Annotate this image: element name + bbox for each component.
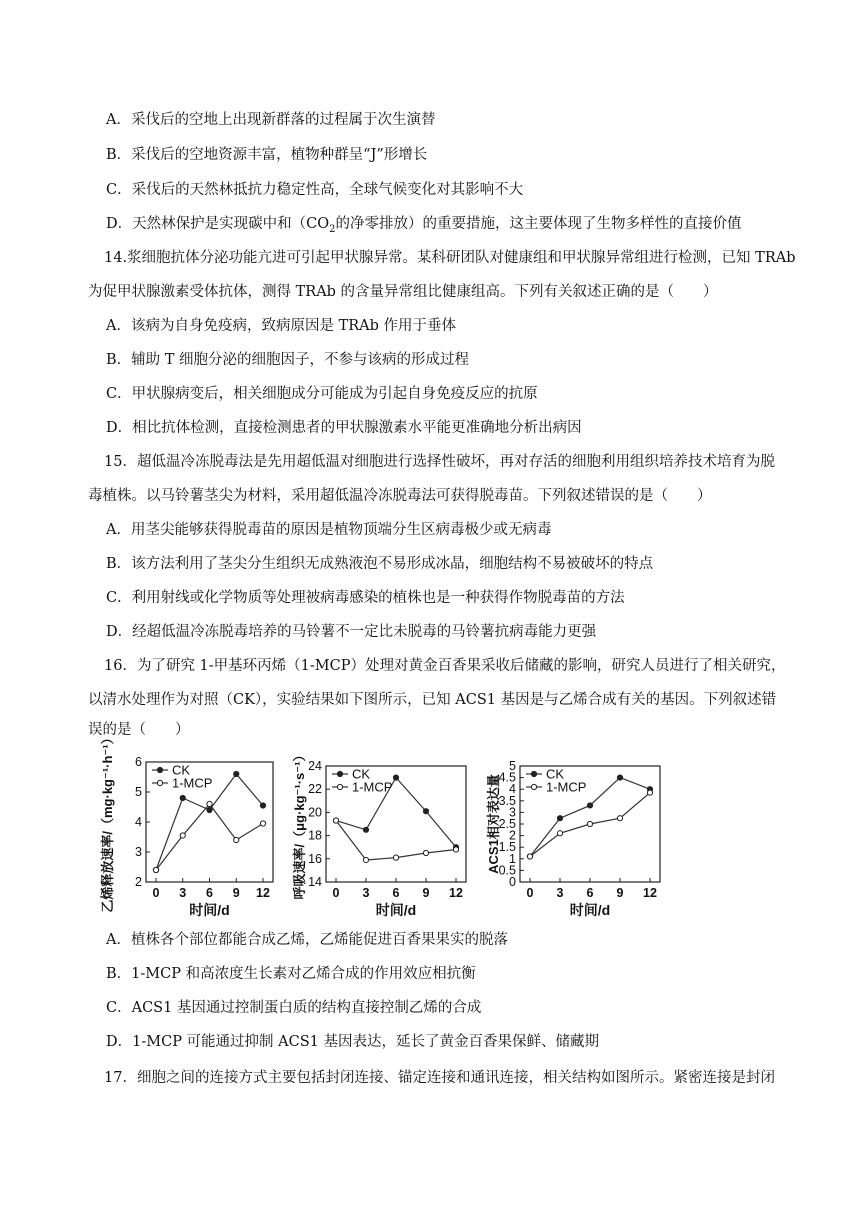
data-point-ck — [363, 827, 368, 832]
y-tick-label: 24 — [308, 759, 322, 773]
x-tick-label: 0 — [332, 886, 340, 900]
co2-subscript: 2 — [329, 223, 336, 235]
q15-stem-line-1: 15．超低温冷冻脱毒法是先用超低温对细胞进行选择性破坏，再对存活的细胞利用组织培养技术培育为脱 — [104, 454, 775, 470]
chart-respiration-svg — [292, 748, 496, 922]
x-tick-label: 12 — [449, 886, 463, 900]
y-tick-label: 3 — [135, 845, 142, 859]
q13-option-d-pre: D．天然林保护是实现碳中和（CO — [106, 216, 330, 232]
q15-option-a: A．用茎尖能够获得脱毒苗的原因是植物顶端分生区病毒极少或无病毒 — [106, 522, 552, 538]
data-point-1-mcp — [260, 821, 265, 826]
x-tick-label: 6 — [392, 886, 400, 900]
legend-label: CK — [172, 762, 191, 778]
y-tick-label: 16 — [308, 851, 322, 866]
q16-option-a: A．植株各个部位都能合成乙烯，乙烯能促进百香果果实的脱落 — [106, 932, 508, 948]
x-tick-label: 3 — [179, 886, 187, 900]
data-point-ck — [234, 771, 239, 776]
x-axis-label: 时间/d — [569, 902, 611, 918]
y-axis-label: 呼吸速率/（μg·kg⁻¹·s⁻¹） — [292, 748, 307, 900]
y-tick-label: 18 — [308, 828, 322, 843]
data-point-ck — [423, 809, 428, 814]
q14-option-a: A．该病为自身免疫病，致病原因是 TRAb 作用于垂体 — [106, 318, 457, 334]
q15-option-d: D．经超低温冷冻脱毒培养的马铃薯不一定比未脱毒的马铃薯抗病毒能力更强 — [106, 624, 597, 640]
y-tick-label: 1.5 — [498, 840, 516, 855]
x-tick-label: 6 — [586, 886, 594, 900]
q16-option-b: B．1-MCP 和高浓度生长素对乙烯合成的作用效应相抗衡 — [106, 966, 476, 982]
q15-option-c: C．利用射线或化学物质等处理被病毒感染的植株也是一种获得作物脱毒苗的方法 — [106, 590, 625, 606]
data-point-1-mcp — [557, 831, 562, 836]
data-point-ck — [393, 775, 398, 780]
data-point-1-mcp — [423, 850, 428, 855]
y-tick-label: 6 — [135, 755, 142, 769]
q13-option-a: A．采伐后的空地上出现新群落的过程属于次生演替 — [106, 112, 436, 128]
data-point-1-mcp — [527, 854, 532, 859]
q17-stem-line-1: 17．细胞之间的连接方式主要包括封闭连接、锚定连接和通讯连接，相关结构如图所示。紧密连接是封闭 — [104, 1070, 775, 1086]
x-tick-label: 3 — [362, 886, 370, 900]
y-tick-label: 14 — [308, 875, 322, 889]
q16-option-c: C．ACS1 基因通过控制蛋白质的结构直接控制乙烯的合成 — [106, 1000, 482, 1016]
y-tick-label: 4 — [509, 782, 516, 797]
legend-label: CK — [352, 766, 371, 782]
x-tick-label: 9 — [232, 886, 240, 900]
data-point-1-mcp — [363, 857, 368, 862]
q14-stem-line-2: 为促甲状腺激素受体抗体，测得 TRAb 的含量异常组比健康组高。下列有关叙述正确的是（ ） — [88, 284, 718, 300]
q13-option-c: C．采伐后的天然林抵抗力稳定性高，全球气候变化对其影响不大 — [106, 182, 524, 198]
y-tick-label: 5 — [135, 785, 142, 799]
q14-stem-line-1: 14.浆细胞抗体分泌功能亢进可引起甲状腺异常。某科研团队对健康组和甲状腺异常组进行检测，已知 TRAb — [104, 250, 796, 266]
y-tick-label: 4 — [135, 815, 142, 829]
chart-acs1 — [486, 752, 690, 922]
data-point-ck — [557, 816, 562, 821]
data-point-ck — [587, 803, 592, 808]
y-tick-label: 0.5 — [498, 863, 516, 878]
data-point-1-mcp — [393, 855, 398, 860]
data-point-1-mcp — [234, 837, 239, 842]
x-tick-label: 6 — [206, 886, 213, 900]
q16-option-d: D．1-MCP 可能通过抑制 ACS1 基因表达，延长了黄金百香果保鲜、储藏期 — [106, 1034, 599, 1050]
legend-marker — [157, 767, 162, 772]
x-tick-label: 3 — [556, 886, 564, 900]
q16-stem-line-1: 16．为了研究 1-甲基环丙烯（1-MCP）处理对黄金百香果采收后储藏的影响，研究人员进行了相关研究， — [104, 658, 786, 674]
x-tick-label: 12 — [256, 886, 270, 900]
x-axis-label: 时间/d — [189, 902, 230, 918]
data-point-1-mcp — [333, 818, 338, 823]
legend-marker — [337, 784, 342, 789]
data-point-ck — [180, 795, 185, 800]
chart-acs1-svg — [486, 752, 690, 922]
y-tick-label: 20 — [308, 805, 322, 820]
data-point-1-mcp — [587, 821, 592, 826]
chart-ethylene — [88, 731, 318, 922]
legend-marker — [157, 780, 162, 785]
chart-respiration — [292, 748, 496, 922]
y-axis-label: 乙烯释放速率/（mg·kg⁻¹·h⁻¹） — [100, 731, 115, 913]
y-axis-label: ACS1相对表达量 — [486, 774, 501, 874]
x-tick-label: 9 — [616, 886, 624, 900]
q16-stem-line-3: 误的是（ ） — [88, 722, 190, 738]
legend-label: 1-MCP — [546, 779, 587, 795]
chart-ethylene-svg — [88, 731, 318, 922]
legend-marker — [337, 771, 342, 776]
data-point-ck — [260, 803, 265, 808]
data-point-1-mcp — [207, 801, 212, 806]
legend-label: 1-MCP — [172, 775, 213, 791]
y-tick-label: 5 — [509, 759, 516, 773]
y-tick-label: 2 — [135, 875, 142, 889]
x-tick-label: 12 — [643, 886, 657, 900]
x-tick-label: 0 — [526, 886, 534, 900]
y-tick-label: 0 — [509, 875, 516, 889]
y-tick-label: 3 — [509, 805, 516, 820]
x-tick-label: 9 — [422, 886, 430, 900]
data-point-1-mcp — [617, 816, 622, 821]
q14-option-d: D．相比抗体检测，直接检测患者的甲状腺激素水平能更准确地分析出病因 — [106, 420, 582, 436]
q13-option-b: B．采伐后的空地资源丰富，植物种群呈“J”形增长 — [106, 147, 428, 163]
y-tick-label: 2 — [509, 828, 516, 843]
q14-option-c: C．甲状腺病变后，相关细胞成分可能成为引起自身免疫反应的抗原 — [106, 386, 538, 402]
q13-option-d — [106, 214, 741, 240]
y-tick-label: 3.5 — [498, 793, 516, 808]
data-point-1-mcp — [647, 790, 652, 795]
x-tick-label: 0 — [152, 886, 160, 900]
data-point-ck — [617, 775, 622, 780]
data-point-1-mcp — [453, 847, 458, 852]
q13-option-d-post: 的净零排放）的重要措施，这主要体现了生物多样性的直接价值 — [335, 216, 742, 232]
q15-option-b: B．该方法利用了茎尖分生组织无成熟液泡不易形成冰晶，细胞结构不易被破坏的特点 — [106, 556, 654, 572]
legend-marker — [531, 784, 536, 789]
q14-option-b: B．辅助 T 细胞分泌的细胞因子，不参与该病的形成过程 — [106, 352, 470, 368]
q16-stem-line-2: 以清水处理作为对照（CK），实验结果如下图所示，已知 ACS1 基因是与乙烯合成有关的基因。下列叙述错 — [88, 692, 777, 708]
legend-label: CK — [546, 766, 565, 782]
y-tick-label: 1 — [509, 851, 516, 866]
legend-label: 1-MCP — [352, 779, 393, 795]
series-line-1-mcp — [156, 804, 263, 870]
legend-marker — [531, 771, 536, 776]
y-tick-label: 22 — [308, 782, 322, 797]
y-tick-label: 2.5 — [498, 817, 516, 831]
x-axis-label: 时间/d — [375, 902, 417, 918]
data-point-ck — [207, 807, 212, 812]
q15-stem-line-2: 毒植株。以马铃薯茎尖为材料，采用超低温冷冻脱毒法可获得脱毒苗。下列叙述错误的是（ ） — [88, 488, 712, 504]
y-tick-label: 4.5 — [498, 770, 516, 785]
data-point-1-mcp — [153, 867, 158, 872]
data-point-1-mcp — [180, 833, 185, 838]
